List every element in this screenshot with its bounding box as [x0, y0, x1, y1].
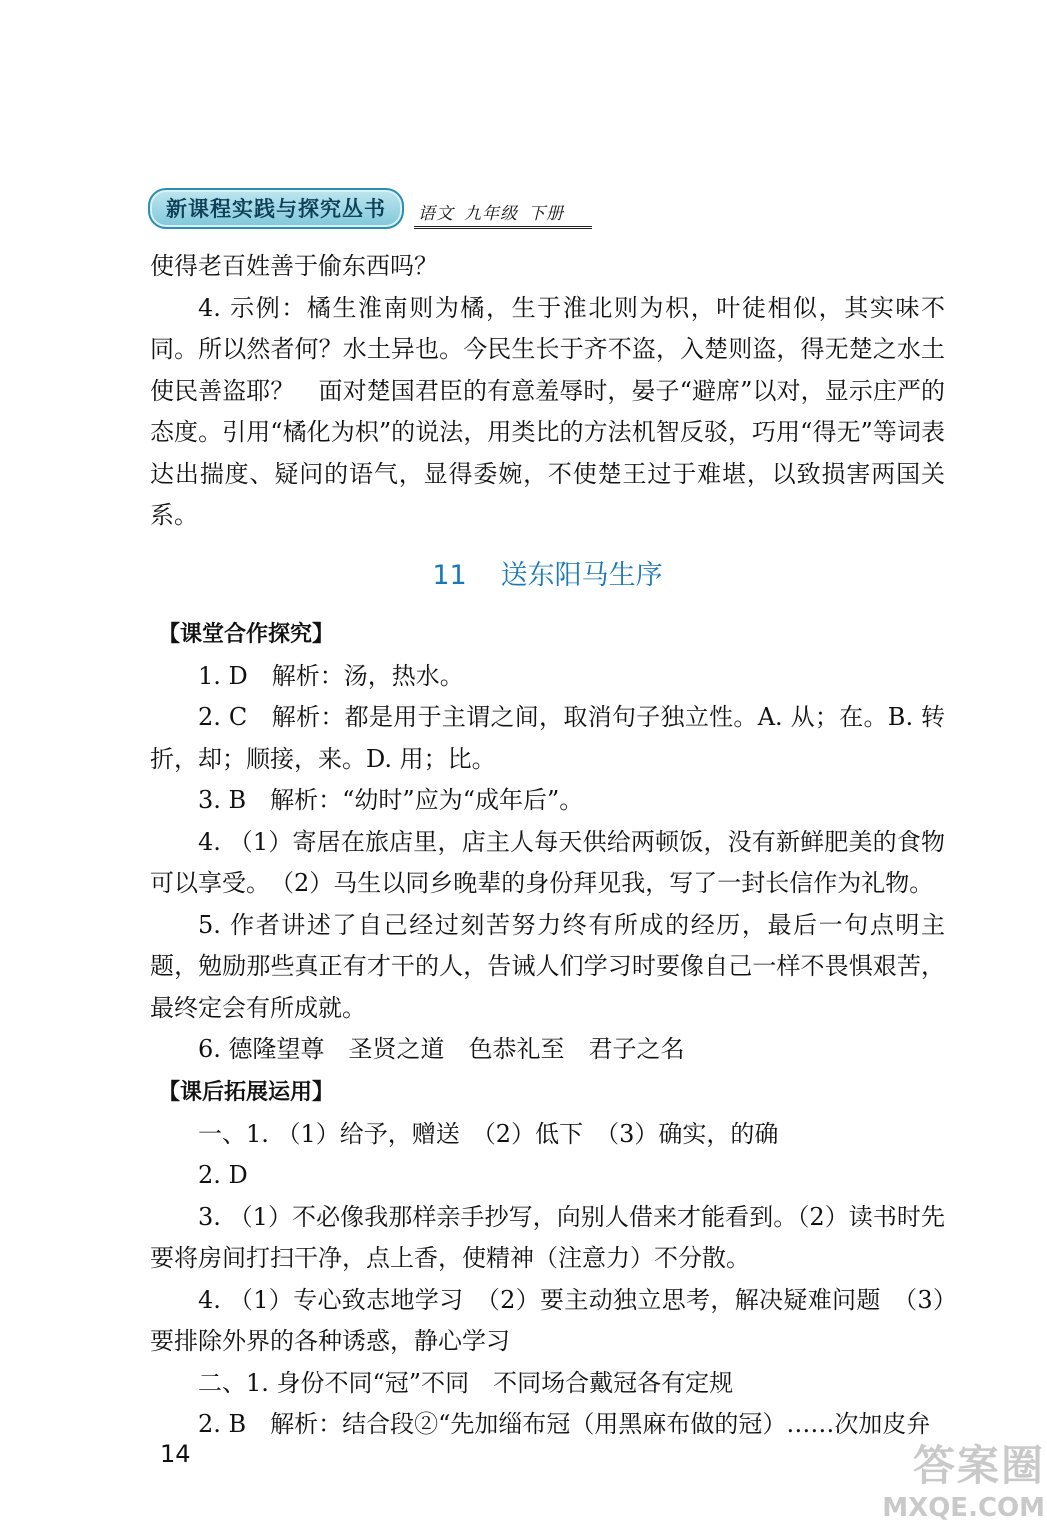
answer-item: 2. D: [198, 1161, 248, 1189]
section-heading-extension: 【课后拓展运用】: [158, 1079, 335, 1105]
book-meta: [414, 199, 592, 229]
watermark: [870, 1440, 1045, 1536]
watermark-site: MXQE.COM: [882, 1493, 1045, 1523]
page-content: [150, 246, 945, 1446]
answer-item: 一、1. （1）给予，赠送 （2）低下 （3）确实，的确: [198, 1119, 779, 1148]
answer-item: 2. B 解析：结合段②“先加缁布冠（用黑麻布做的冠）……次加皮弁: [198, 1410, 931, 1438]
grade-label: 九年级: [464, 204, 518, 224]
answer-item: 3. B 解析：“幼时”应为“成年后”。: [198, 786, 584, 814]
paragraph-continuation: 使得老百姓善于偷东西吗？: [150, 252, 438, 280]
section-heading-classroom: 【课堂合作探究】: [158, 621, 335, 647]
lesson-name: 送东阳马生序: [500, 559, 663, 591]
subject-label: 语文: [418, 204, 454, 224]
answer-item: 二、1. 身份不同“冠”不同 不同场合戴冠各有定规: [198, 1368, 734, 1397]
answer-item: 1. D 解析：汤，热水。: [198, 661, 464, 690]
answer-item: 5. 作者讲述了自己经过刻苦努力终有所成的经历，最后一句点明主题，勉励那些真正有才干的人，告诫人们学习时要像自己一样不畏惧艰苦，最终定会有所成就。: [150, 910, 945, 1022]
series-badge: 新课程实践与探究丛书: [148, 188, 404, 229]
answer-item: 3. （1）不必像我那样亲手抄写，向别人借来才能看到。（2）读书时先要将房间打扫干净，点上香，使精神（注意力）不分散。: [150, 1202, 945, 1272]
watermark-logo: 答案圈: [912, 1441, 1045, 1490]
answer-item: 6. 德隆望尊 圣贤之道 色恭礼至 君子之名: [198, 1035, 685, 1063]
lesson-number: 11: [432, 559, 467, 591]
answer-item: 4. （1）寄居在旅店里，店主人每天供给两顿饭，没有新鲜肥美的食物可以享受。 （2）马生以同乡晚辈的身份拜见我，写了一封长信作为礼物。: [150, 827, 945, 897]
volume-label: 下册: [528, 204, 564, 224]
page-number: 14: [160, 1440, 191, 1468]
lesson-title: [150, 551, 945, 601]
answer-item: 4. （1）专心致志地学习 （2）要主动独立思考，解决疑难问题 （3）要排除外界的各种诱惑，静心学习: [150, 1285, 945, 1355]
answer-item: 2. C 解析：都是用于主谓之间，取消句子独立性。A. 从；在。B. 转折，却；顺接，来。D. 用；比。: [150, 703, 945, 773]
running-header: [148, 188, 592, 229]
paragraph-answer-4: 4. 示例：橘生淮南则为橘，生于淮北则为枳，叶徒相似，其实味不同。所以然者何？水土异也。今民生长于齐不盗，入楚则盗，得无楚之水土使民善盗耶？ 面对楚国君臣的有意羞辱时，晏子“避席”以对，显示庄严的态度。引用“橘化为枳”的说法，用类比的方法机智反驳，巧用“得无”等词表达出揣度、疑问的语气，显得委婉，不使楚王过于难堪，以致损害两国关系。: [150, 293, 945, 529]
